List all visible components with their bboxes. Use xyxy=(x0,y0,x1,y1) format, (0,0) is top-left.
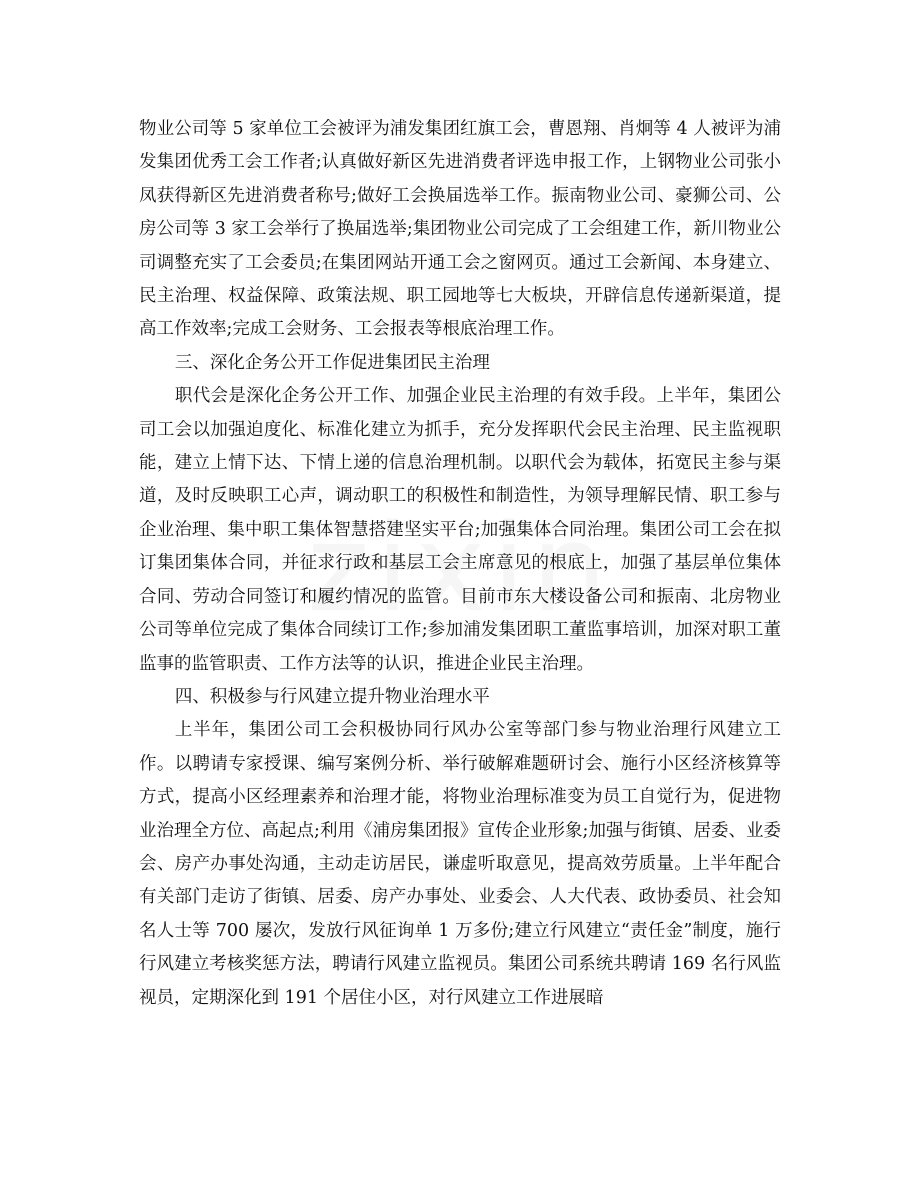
document-body xyxy=(139,113,781,1015)
paragraph-continued-union-work: 物业公司等 5 家单位工会被评为浦发集团红旗工会，曹恩翔、肖炯等 4 人被评为浦发集团优秀工会工作者;认真做好新区先进消费者评选申报工作，上钢物业公司张小凤获得新区先进消费者称号;做好工会换届选举工作。振南物业公司、豪狮公司、公房公司等 3 家工会举行了换届选举;集团物业公司完成了工会组建工作，新川物业公司调整充实了工会委员;在集团网站开通工会之窗网页。通过工会新闻、本身建立、民主治理、权益保障、政策法规、职工园地等七大板块，开辟信息传递新渠道，提高工作效率;完成工会财务、工会报表等根底治理工作。 xyxy=(139,119,781,340)
section-heading-4: 四、积极参与行风建立提升物业治理水平 xyxy=(174,686,490,707)
paragraph-industry-conduct: 上半年，集团公司工会积极协同行风办公室等部门参与物业治理行风建立工作。以聘请专家授课、编写案例分析、举行破解难题研讨会、施行小区经济核算等方式，提高小区经理素养和治理才能，将物业治理标准变为员工自觉行为，促进物业治理全方位、高起点;利用《浦房集团报》宣传企业形象;加强与街镇、居委、业委会、房产办事处沟通，主动走访居民，谦虚听取意见，提高效劳质量。上半年配合有关部门走访了街镇、居委、房产办事处、业委会、人大代表、政协委员、社会知名人士等 700 屡次，发放行风征询单 1 万多份;建立行风建立“责任金”制度，施行行风建立考核奖惩方法，聘请行风建立监视员。集团公司系统共聘请 169 名行风监视员，定期深化到 191 个居住小区，对行风建立工作进展暗 xyxy=(139,720,781,1008)
section-heading-3: 三、深化企务公开工作促进集团民主治理 xyxy=(174,352,490,373)
paragraph-workers-congress: 职代会是深化企务公开工作、加强企业民主治理的有效手段。上半年，集团公司工会以加强迫度化、标准化建立为抓手，充分发挥职代会民主治理、民主监视职能，建立上情下达、下情上递的信息治理机制。以职代会为载体，拓宽民主参与渠道，及时反映职工心声，调动职工的积极性和制造性，为领导理解民情、职工参与企业治理、集中职工集体智慧搭建坚实平台;加强集体合同治理。集团公司工会在拟订集团集体合同，并征求行政和基层工会主席意见的根底上，加强了基层单位集体合同、劳动合同签订和履约情况的监管。目前市东大楼设备公司和振南、北房物业公司等单位完成了集体合同续订工作;参加浦发集团职工董监事培训，加深对职工董监事的监管职责、工作方法等的认识，推进企业民主治理。 xyxy=(139,386,781,674)
